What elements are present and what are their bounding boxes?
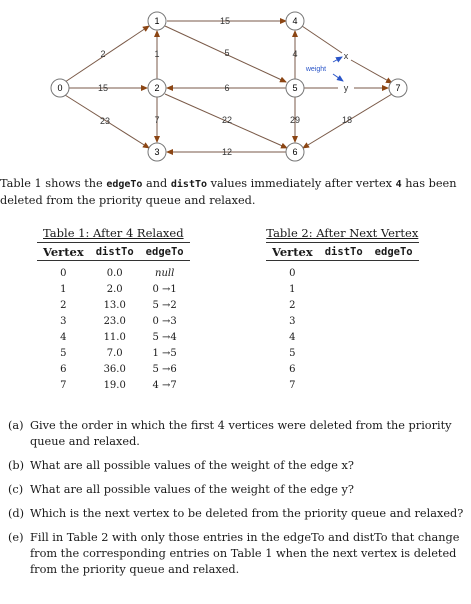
edge-label-y: y bbox=[343, 83, 349, 93]
question-item bbox=[8, 482, 466, 498]
svg-text:7: 7 bbox=[395, 83, 401, 93]
cell-vertex: 7 bbox=[289, 379, 296, 391]
cell-distto bbox=[319, 361, 369, 377]
vertex-3 bbox=[148, 143, 166, 161]
edge-label-1-4: 15 bbox=[219, 16, 231, 26]
cell-distto: 2.0 bbox=[106, 283, 123, 295]
edge-label-0-3: 23 bbox=[99, 116, 111, 126]
cell-vertex: 2 bbox=[60, 299, 67, 311]
cell-edgeto bbox=[369, 377, 419, 393]
table-row bbox=[37, 297, 190, 313]
edge-label-7-6: 18 bbox=[341, 115, 353, 125]
question-label: (a) bbox=[8, 419, 24, 432]
table-row bbox=[37, 361, 190, 377]
svg-text:3: 3 bbox=[154, 147, 160, 157]
table-row bbox=[266, 297, 419, 313]
question-text: Fill in Table 2 with only those entries in the edgeTo and distTo that change from the corresponding entries on Table 1 when the next vertex is deleted from the priority queue and relaxed. bbox=[30, 531, 460, 576]
edge-0-1 bbox=[65, 26, 149, 82]
cell-vertex: 4 bbox=[60, 331, 67, 343]
svg-text:0: 0 bbox=[57, 83, 63, 93]
vertex-5 bbox=[286, 79, 304, 97]
edge-x-7 bbox=[351, 60, 392, 83]
edge-label-6-3: 12 bbox=[221, 147, 233, 157]
table-row bbox=[266, 313, 419, 329]
question-text: Which is the next vertex to be deleted from the priority queue and relaxed? bbox=[30, 507, 464, 520]
cell-distto: 7.0 bbox=[106, 347, 123, 359]
col-edgeto: edgeTo bbox=[369, 243, 419, 261]
edge-label-5-2: 6 bbox=[224, 83, 230, 93]
table-1 bbox=[37, 226, 190, 393]
question-list bbox=[8, 418, 466, 586]
vertex-4 bbox=[286, 12, 304, 30]
table-1-caption: Table 1: After 4 Relaxed bbox=[43, 226, 184, 240]
vertex-7 bbox=[389, 79, 407, 97]
edge-label-2-6: 22 bbox=[221, 115, 233, 125]
cell-distto bbox=[319, 297, 369, 313]
edge-4-x bbox=[302, 26, 342, 53]
cell-distto bbox=[319, 329, 369, 345]
table-row bbox=[266, 329, 419, 345]
question-item bbox=[8, 530, 466, 578]
cell-edgeto bbox=[369, 345, 419, 361]
edge-label-5-4: 4 bbox=[292, 49, 298, 59]
table-row bbox=[266, 281, 419, 297]
cell-edgeto bbox=[369, 329, 419, 345]
col-distto: distTo bbox=[90, 243, 140, 261]
question-text: What are all possible values of the weight of the edge x? bbox=[30, 459, 354, 472]
edge-label-x: x bbox=[343, 51, 349, 61]
vertex-6 bbox=[286, 143, 304, 161]
col-edgeto: edgeTo bbox=[140, 243, 190, 261]
col-vertex: Vertex bbox=[37, 243, 90, 261]
cell-distto: 11.0 bbox=[103, 331, 126, 343]
cell-edgeto: 5 →6 bbox=[152, 363, 177, 375]
svg-text:4: 4 bbox=[292, 16, 298, 26]
vertex-2 bbox=[148, 79, 166, 97]
cell-edgeto bbox=[369, 281, 419, 297]
cell-vertex: 1 bbox=[289, 283, 296, 295]
weight-arrow-x bbox=[333, 57, 342, 62]
table-row bbox=[37, 261, 190, 282]
cell-vertex: 1 bbox=[60, 283, 67, 295]
table-row bbox=[266, 377, 419, 393]
cell-vertex: 6 bbox=[60, 363, 67, 375]
table-row bbox=[37, 345, 190, 361]
vertex-0 bbox=[51, 79, 69, 97]
cell-edgeto: 0 →1 bbox=[152, 283, 177, 295]
cell-edgeto: 1 →5 bbox=[152, 347, 177, 359]
cell-distto bbox=[319, 313, 369, 329]
svg-text:5: 5 bbox=[292, 83, 298, 93]
table-2-caption: Table 2: After Next Vertex bbox=[266, 226, 419, 240]
edge-label-5-6: 29 bbox=[289, 115, 301, 125]
svg-text:6: 6 bbox=[292, 147, 298, 157]
question-item bbox=[8, 458, 466, 474]
svg-text:1: 1 bbox=[154, 16, 160, 26]
cell-edgeto bbox=[369, 361, 419, 377]
vertex-1 bbox=[148, 12, 166, 30]
intro-paragraph: Table 1 shows the edgeTo and distTo values immediately after vertex 4 has been deleted from the priority queue and relaxed. bbox=[0, 177, 457, 207]
cell-distto bbox=[319, 261, 369, 282]
cell-distto: 23.0 bbox=[103, 315, 126, 327]
cell-vertex: 2 bbox=[289, 299, 296, 311]
edge-label-0-1: 2 bbox=[100, 49, 106, 59]
cell-edgeto: 5 →2 bbox=[152, 299, 177, 311]
cell-edgeto: 5 →4 bbox=[152, 331, 177, 343]
cell-distto: 0.0 bbox=[106, 267, 123, 279]
weight-arrow-y bbox=[333, 74, 343, 81]
cell-vertex: 0 bbox=[60, 267, 67, 279]
question-item bbox=[8, 418, 466, 450]
question-label: (b) bbox=[8, 459, 25, 472]
cell-edgeto: 0 →3 bbox=[152, 315, 177, 327]
edge-label-2-1: 1 bbox=[154, 49, 160, 59]
cell-edgeto bbox=[369, 261, 419, 282]
table-row bbox=[37, 377, 190, 393]
cell-vertex: 6 bbox=[289, 363, 296, 375]
cell-vertex: 3 bbox=[60, 315, 67, 327]
table-2 bbox=[266, 226, 419, 393]
cell-distto: 13.0 bbox=[103, 299, 126, 311]
col-vertex: Vertex bbox=[266, 243, 319, 261]
table-row bbox=[37, 313, 190, 329]
cell-vertex: 0 bbox=[289, 267, 296, 279]
table-row bbox=[37, 329, 190, 345]
cell-distto bbox=[319, 281, 369, 297]
question-label: (c) bbox=[8, 483, 24, 496]
svg-text:2: 2 bbox=[154, 83, 160, 93]
cell-vertex: 5 bbox=[60, 347, 67, 359]
cell-edgeto: 4 →7 bbox=[152, 379, 177, 391]
cell-vertex: 5 bbox=[289, 347, 296, 359]
cell-edgeto bbox=[369, 313, 419, 329]
edge-label-1-5: 5 bbox=[224, 48, 230, 58]
col-distto: distTo bbox=[319, 243, 369, 261]
question-text: Give the order in which the first 4 vertices were deleted from the priority queue and relaxed. bbox=[30, 419, 452, 448]
cell-vertex: 3 bbox=[289, 315, 296, 327]
cell-distto: 36.0 bbox=[103, 363, 126, 375]
cell-distto: 19.0 bbox=[103, 379, 126, 391]
edge-label-2-3: 7 bbox=[154, 115, 160, 125]
question-text: What are all possible values of the weight of the edge y? bbox=[30, 483, 354, 496]
cell-edgeto bbox=[369, 297, 419, 313]
cell-edgeto: null bbox=[155, 267, 175, 279]
table-row bbox=[266, 261, 419, 282]
cell-distto bbox=[319, 377, 369, 393]
weight-label: weight bbox=[305, 66, 327, 73]
table-row bbox=[266, 361, 419, 377]
question-label: (e) bbox=[8, 531, 24, 544]
question-label: (d) bbox=[8, 507, 25, 520]
table-row bbox=[266, 345, 419, 361]
cell-distto bbox=[319, 345, 369, 361]
cell-vertex: 4 bbox=[289, 331, 296, 343]
edge-label-0-2: 15 bbox=[97, 83, 109, 93]
question-item bbox=[8, 506, 466, 522]
cell-vertex: 7 bbox=[60, 379, 67, 391]
graph-diagram bbox=[0, 0, 471, 172]
table-row bbox=[37, 281, 190, 297]
